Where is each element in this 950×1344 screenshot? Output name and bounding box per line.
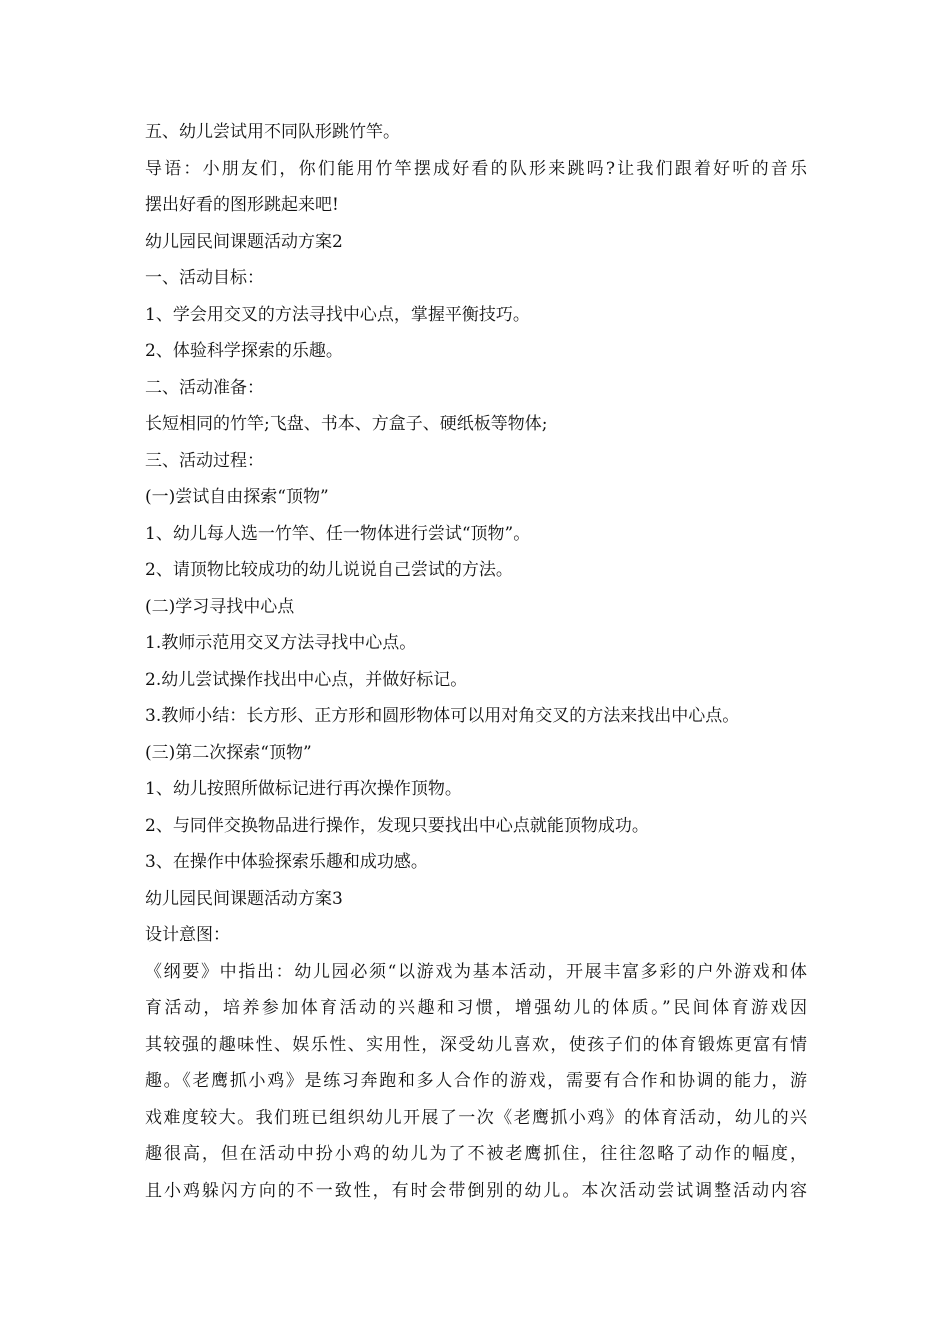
text-line: 1、幼儿每人选一竹竿、任一物体进行尝试“顶物”。 <box>145 523 531 544</box>
text-line: 长短相同的竹竿;飞盘、书本、方盒子、硬纸板等物体; <box>145 414 548 434</box>
text-line: 1、幼儿按照所做标记进行再次操作顶物。 <box>145 779 462 799</box>
text-line: 五、幼儿尝试用不同队形跳竹竿。 <box>145 122 400 142</box>
text-line: 导语：小朋友们，你们能用竹竿摆成好看的队形来跳吗?让我们跟着好听的音乐 <box>145 158 807 179</box>
paragraph-line: 趣很高，但在活动中扮小鸡的幼儿为了不被老鹰抓住，往往忽略了动作的幅度， <box>145 1144 807 1164</box>
text-line: 2、与同伴交换物品进行操作，发现只要找出中心点就能顶物成功。 <box>145 815 649 836</box>
text-line: 设计意图： <box>145 925 230 945</box>
section-heading: 幼儿园民间课题活动方案2 <box>145 231 343 252</box>
text-line: 2.幼儿尝试操作找出中心点，并做好标记。 <box>145 669 468 690</box>
text-line: 3.教师小结：长方形、正方形和圆形物体可以用对角交叉的方法来找出中心点。 <box>145 706 740 726</box>
paragraph-line: 戏难度较大。我们班已组织幼儿开展了一次《老鹰抓小鸡》的体育活动，幼儿的兴 <box>145 1107 807 1128</box>
text-line: (三)第二次探索“顶物” <box>145 742 312 763</box>
text-line: 2、请顶物比较成功的幼儿说说自己尝试的方法。 <box>145 560 513 580</box>
text-line: 1.教师示范用交叉方法寻找中心点。 <box>145 633 417 653</box>
document-page <box>145 122 807 1209</box>
text-line: (二)学习寻找中心点 <box>145 596 295 617</box>
text-line: (一)尝试自由探索“顶物” <box>145 487 329 507</box>
text-line: 三、活动过程： <box>145 450 264 471</box>
paragraph-line: 其较强的趣味性、娱乐性、实用性，深受幼儿喜欢，使孩子们的体育锻炼更富有情 <box>145 1034 807 1055</box>
text-line: 摆出好看的图形跳起来吧! <box>145 195 339 215</box>
text-line: 2、体验科学探索的乐趣。 <box>145 341 343 361</box>
body-paragraph <box>145 954 807 1210</box>
paragraph-line: 趣。《老鹰抓小鸡》是练习奔跑和多人合作的游戏，需要有合作和协调的能力，游 <box>145 1071 807 1091</box>
paragraph-line: 育活动，培养参加体育活动的兴趣和习惯，增强幼儿的体质。”民间体育游戏因 <box>145 998 807 1018</box>
text-line: 3、在操作中体验探索乐趣和成功感。 <box>145 852 428 872</box>
paragraph-line: 《纲要》中指出：幼儿园必须“以游戏为基本活动，开展丰富多彩的户外游戏和体 <box>145 961 807 982</box>
paragraph-line: 且小鸡躲闪方向的不一致性，有时会带倒别的幼儿。本次活动尝试调整活动内容 <box>145 1180 807 1201</box>
text-line: 1、学会用交叉的方法寻找中心点，掌握平衡技巧。 <box>145 304 530 325</box>
text-line: 二、活动准备： <box>145 377 264 398</box>
section-heading: 幼儿园民间课题活动方案3 <box>145 888 343 909</box>
text-line: 一、活动目标： <box>145 268 264 288</box>
